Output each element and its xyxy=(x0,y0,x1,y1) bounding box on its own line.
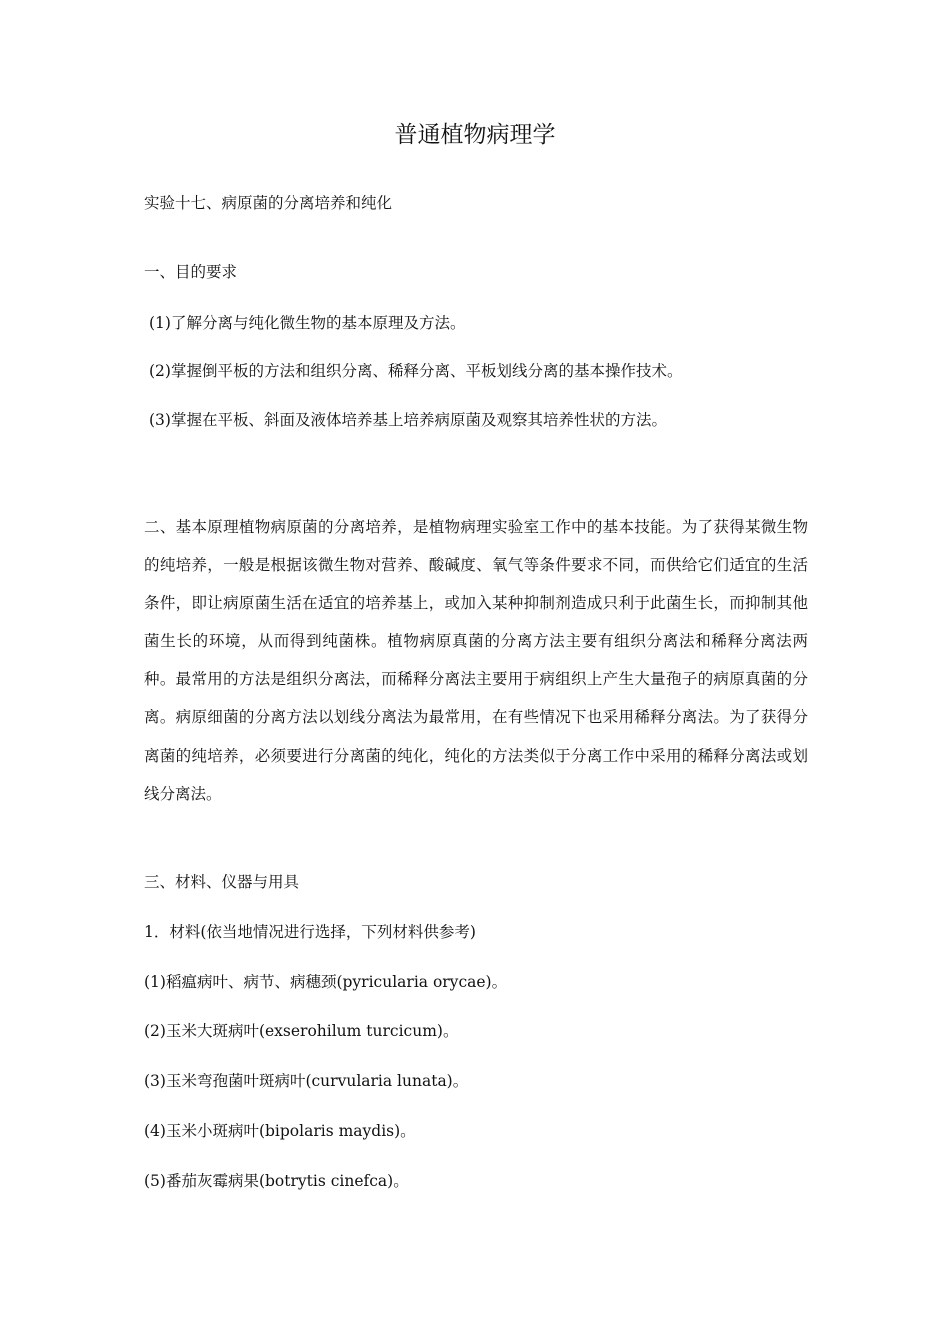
material-item: (5)番茄灰霉病果(botrytis cinefca)。 xyxy=(144,1172,409,1190)
document-title: 普通植物病理学 xyxy=(394,122,556,148)
objective-item: (1)了解分离与纯化微生物的基本原理及方法。 xyxy=(149,314,466,332)
material-item: (3)玉米弯孢菌叶斑病叶(curvularia lunata)。 xyxy=(144,1072,469,1090)
material-item: (4)玉米小斑病叶(bipolaris maydis)。 xyxy=(144,1122,416,1140)
section1-heading: 一、目的要求 xyxy=(144,263,238,281)
experiment-heading: 实验十七、病原菌的分离培养和纯化 xyxy=(144,194,393,212)
material-item: (1)稻瘟病叶、病节、病穗颈(pyricularia orycae)。 xyxy=(144,973,508,991)
objective-item: (3)掌握在平板、斜面及液体培养基上培养病原菌及观察其培养性状的方法。 xyxy=(149,411,667,429)
materials-subheading: 1．材料(依当地情况进行选择，下列材料供参考) xyxy=(144,923,476,941)
principle-paragraph: 二、基本原理植物病原菌的分离培养，是植物病理实验室工作中的基本技能。为了获得某微生物的纯培养，一般是根据该微生物对营养、酸碱度、氧气等条件要求不同，而供给它们适宜的生活条件，即让病原菌生活在适宜的培养基上，或加入某种抑制剂造成只利于此菌生长，而抑制其他菌生长的环境，从而得到纯菌株。植物病原真菌的分离方法主要有组织分离法和稀释分离法两种。最常用的方法是组织分离法，而稀释分离法主要用于病组织上产生大量孢子的病原真菌的分离。病原细菌的分离方法以划线分离法为最常用，在有些情况下也采用稀释分离法。为了获得分离菌的纯培养，必须要进行分离菌的纯化，纯化的方法类似于分离工作中采用的稀释分离法或划线分离法。 xyxy=(144,518,808,803)
material-item: (2)玉米大斑病叶(exserohilum turcicum)。 xyxy=(144,1022,459,1040)
objective-item: (2)掌握倒平板的方法和组织分离、稀释分离、平板划线分离的基本操作技术。 xyxy=(149,362,683,380)
section3-heading: 三、材料、仪器与用具 xyxy=(144,873,300,891)
